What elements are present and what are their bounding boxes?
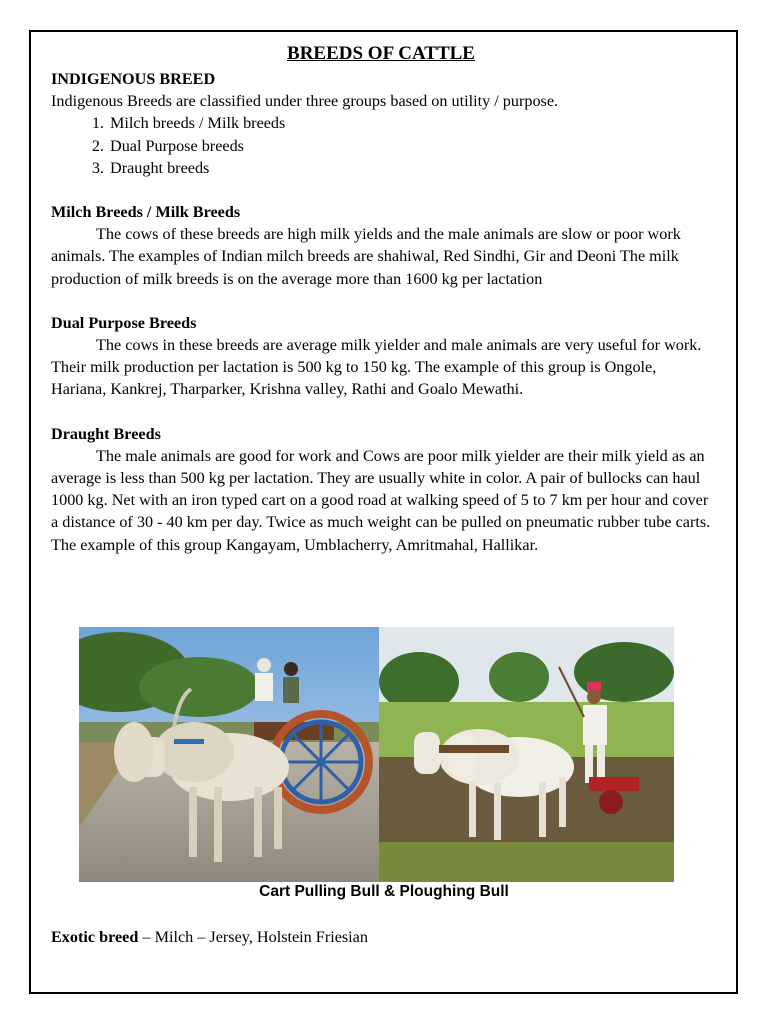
draught-paragraph: The male animals are good for work and Cows are poor milk yielder are their milk yield as an average is less than 500 kg per lactation. They are usually white in color. A pair of bullocks can haul 1000 kg. Net with an iron typed cart on a good road at walking speed of 5 to 7 km per hour and cover a distance of 30 - 40 km per day. Twice as much weight can be pulled on pneumatic rubber tube carts. The example of this group Kangayam, Umblacherry, Amritmahal, Hallikar.: [51, 446, 711, 554]
milch-paragraph: The cows of these breeds are high milk yields and the male animals are slow or poor work animals. The examples of Indian milch breeds are shahiwal, Red Sindhi, Gir and Deoni The milk production of milk breeds is on the average more than 1600 kg per lactation: [51, 225, 681, 288]
list-item: 1. Milch breeds / Milk breeds: [108, 112, 711, 134]
list-item: 2. Dual Purpose breeds: [108, 135, 711, 157]
milch-heading: Milch Breeds / Milk Breeds: [51, 203, 241, 222]
breed-groups-list: [51, 112, 711, 179]
list-item: 3. Draught breeds: [108, 157, 711, 179]
photo-caption: Cart Pulling Bull & Ploughing Bull: [259, 883, 509, 900]
document-body: [51, 42, 711, 556]
cart-pulling-bull-photo: [79, 627, 379, 882]
exotic-label: Exotic breed: [51, 928, 139, 946]
indigenous-intro: Indigenous Breeds are classified under three groups based on utility / purpose.: [51, 92, 559, 111]
indigenous-heading: INDIGENOUS BREED: [51, 70, 216, 88]
exotic-text: – Milch – Jersey, Holstein Friesian: [138, 928, 368, 946]
dual-paragraph: The cows in these breeds are average milk yielder and male animals are very useful for work. Their milk production per lactation is 500 kg to 150 kg. The example of this group is Ongole, Hariana, Kankrej, Tharparker, Krishna valley, Rathi and Goalo Mewathi.: [51, 336, 702, 399]
ploughing-bull-photo: [379, 627, 674, 882]
exotic-breed-line: [51, 928, 368, 947]
photo-strip: [79, 627, 674, 882]
page-title: BREEDS OF CATTLE: [287, 43, 475, 64]
draught-heading: Draught Breeds: [51, 424, 161, 443]
dual-heading: Dual Purpose Breeds: [51, 313, 197, 332]
